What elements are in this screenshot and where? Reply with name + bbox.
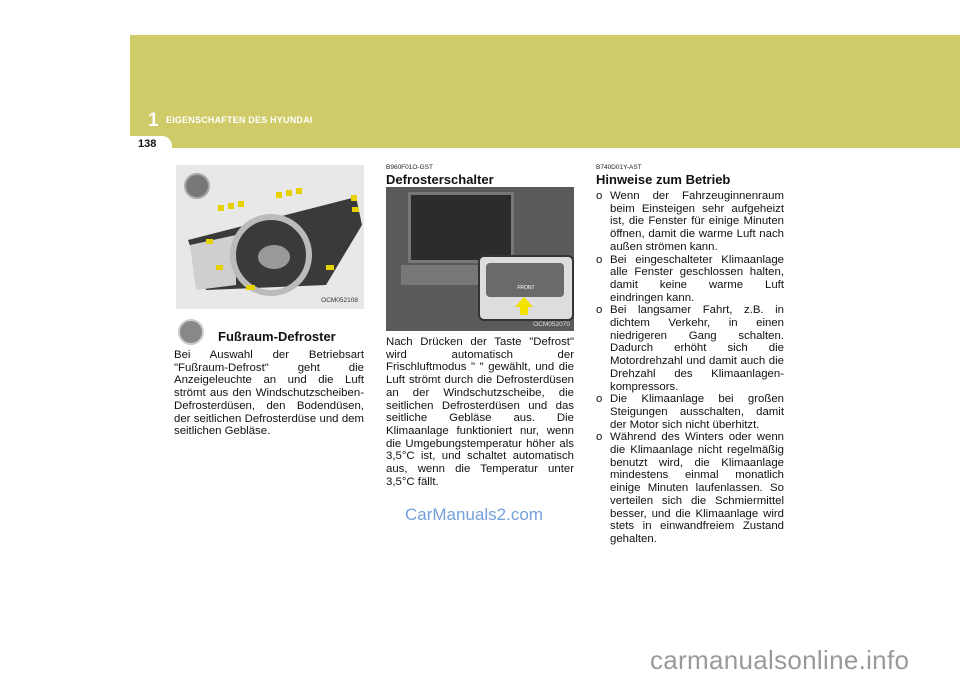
header-band [130,35,960,148]
defrost-switch-figure [386,187,574,331]
floor-defrost-text: Bei Auswahl der Betriebsart "Fußraum-Defrost" geht die Anzeigeleuchte an und die Luft strömt aus den Windschutzscheiben-Defrosterdüsen, den Bodendüsen, der seitlichen Defrosterdüse und dem seitlichen Gebläse. [174,349,364,438]
list-item: o Bei eingeschalteter Klimaanlage alle Fenster geschlossen halten, damit keine warme Luft eindringen kann. [596,253,784,304]
front-label: FRONT [517,285,535,291]
chapter-number: 1 [148,110,159,131]
display-screen [408,192,514,263]
figure-code: OCM052070 [533,321,570,328]
footer-link[interactable]: carmanualsonline.info [650,645,910,675]
list-item: o Die Klimaanlage bei großen Steigungen ausschalten, damit der Motor sich nicht überhitzt. [596,393,784,431]
watermark: CarManuals2.com [405,505,543,524]
operation-notes-list [596,190,784,546]
list-item: o Wenn der Fahrzeuginnenraum beim Einsteigen sehr aufgeheizt ist, die Fenster für einige Minuten öffnen, damit die warme Luft nach außen strömen kann. [596,190,784,253]
arrow-icon [515,297,533,307]
section-heading: Defrosterschalter [386,172,494,187]
dashboard-illustration [176,165,364,309]
list-item: o Während des Winters oder wenn die Klimaanlage nicht regelmäßig benutzt wird, die Klimaanlage mindestens einmal monatlich einige Minuten laufenlassen. So verteilen sich die Schmiermittel besser, und die Klimaanlage wird stets in einwandfreiem Zustand gehalten. [596,431,784,545]
dashboard-figure [176,165,364,309]
section-code: B740D01Y-AST [596,164,642,171]
defrost-switch-text: Nach Drücken der Taste "Defrost" wird automatisch der Frischluftmodus " " gewählt, und die Luft strömt durch die Defrosterdüsen an der Windschutzscheibe, die seitlichen Defrosterdüsen und das seitliche Gebläse aus. Die Klimaanlage funktioniert nur, wenn die Umgebungstemperatur höher als 3,5°C ist, und schaltet automatisch aus, wenn die Temperatur unter 3,5°C fällt. [386,336,574,488]
floor-defrost-icon [178,319,204,345]
zoom-callout [478,255,574,321]
figure-code: OCM052108 [321,297,358,304]
section-code: B960F01O-GST [386,164,433,171]
list-item: o Bei langsamer Fahrt, z.B. in dichtem Verkehr, in einen niedrigeren Gang schalten. Dadurch erhöht sich die Motordrehzahl und damit auch die Drehzahl des Klimaanlagen-kompressors. [596,304,784,393]
defrost-mode-icon [185,174,209,198]
section-heading: Hinweise zum Betrieb [596,172,731,187]
chapter-title: EIGENSCHAFTEN DES HYUNDAI [166,115,313,125]
section-heading: Fußraum-Defroster [218,329,336,344]
page-number: 138 [138,138,157,150]
